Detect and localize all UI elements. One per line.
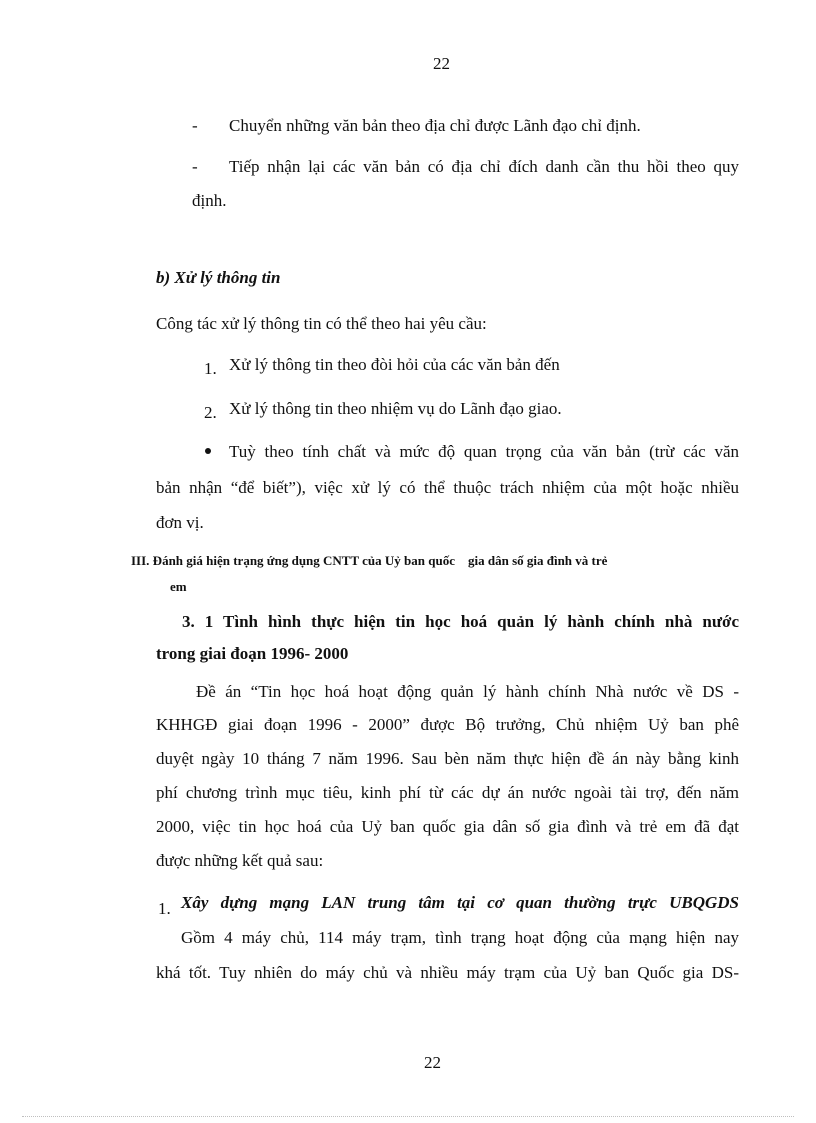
numbered-marker: 2.: [204, 403, 217, 422]
section-b-heading: b) Xử lý thông tin: [156, 268, 281, 287]
page-border-divider: [22, 1116, 794, 1117]
section-b-intro: Công tác xử lý thông tin có thể theo hai yêu cầu:: [156, 314, 487, 333]
dash-item-line: định.: [192, 191, 227, 210]
paragraph-line: được những kết quả sau:: [156, 851, 324, 870]
lan-line: khá tốt. Tuy nhiên do máy chủ và nhiều máy trạm của Uỷ ban Quốc gia DS-: [156, 963, 739, 982]
bullet-line: đơn vị.: [156, 513, 204, 532]
paragraph-line: KHHGĐ giai đoạn 1996 - 2000” được Bộ trưởng, Chủ nhiệm Uỷ ban phê: [156, 715, 739, 734]
dash-marker: -: [192, 157, 198, 176]
page-number-bottom: 22: [424, 1053, 441, 1072]
lan-heading: Xây dựng mạng LAN trung tâm tại cơ quan thường trực UBQGDS: [181, 893, 739, 912]
section-3-1-heading-cont: trong giai đoạn 1996- 2000: [156, 644, 349, 663]
section-3-1-heading: 3. 1 Tình hình thực hiện tin học hoá quản lý hành chính nhà nước: [182, 612, 739, 631]
paragraph-line: 2000, việc tin học hoá của Uỷ ban quốc gia dân số gia đình và trẻ em đã đạt: [156, 817, 739, 836]
paragraph-line: duyệt ngày 10 tháng 7 năm 1996. Sau bèn năm thực hiện đề án này bằng kinh: [156, 749, 739, 768]
bullet-line: Tuỳ theo tính chất và mức độ quan trọng của văn bản (trừ các văn: [229, 442, 739, 461]
numbered-item: Xử lý thông tin theo nhiệm vụ do Lãnh đạo giao.: [229, 399, 562, 418]
section-iii-heading-cont: em: [170, 579, 187, 594]
section-iii-heading: III. Đánh giá hiện trạng ứng dụng CNTT của Uỷ ban quốc gia dân số gia đình và trẻ: [131, 553, 608, 568]
bullet-icon: [205, 448, 211, 454]
lan-marker: 1.: [158, 899, 171, 918]
paragraph-line: Đề án “Tin học hoá hoạt động quản lý hành chính Nhà nước về DS -: [196, 682, 739, 701]
dash-item-line: Tiếp nhận lại các văn bản có địa chỉ đích danh cần thu hồi theo quy: [229, 157, 739, 176]
bullet-line: bản nhận “để biết”), việc xử lý có thể thuộc trách nhiệm của một hoặc nhiều: [156, 478, 739, 497]
lan-line: Gồm 4 máy chủ, 114 máy trạm, tình trạng hoạt động của mạng hiện nay: [181, 928, 739, 947]
numbered-marker: 1.: [204, 359, 217, 378]
dash-marker: -: [192, 116, 198, 135]
numbered-item: Xử lý thông tin theo đòi hỏi của các văn bản đến: [229, 355, 560, 374]
paragraph-line: phí chương trình mục tiêu, kinh phí từ các dự án nước ngoài tài trợ, đến năm: [156, 783, 739, 802]
dash-item-line: Chuyển những văn bản theo địa chỉ được Lãnh đạo chỉ định.: [229, 116, 641, 135]
page-number-top: 22: [433, 54, 450, 73]
